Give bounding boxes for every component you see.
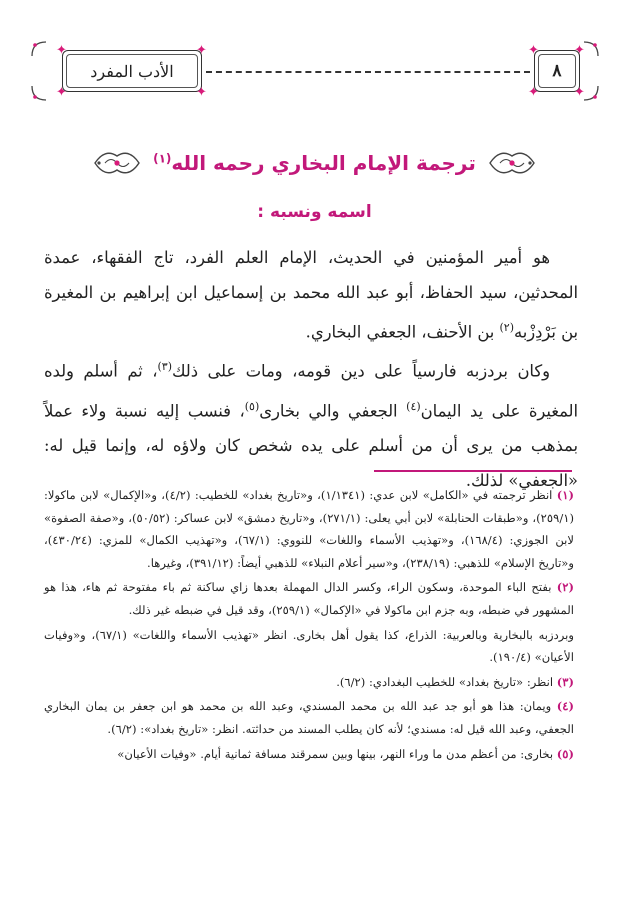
footnote-ref[interactable]: (٢) [499, 321, 514, 334]
paragraph-text: ، فنسب إليه نسبة ولاء عملاً بمذهب من يرى أن من أسلم على يده شخص كان ولاؤه له، وإنما قيل له: «الجعفي» لذلك. [44, 401, 578, 491]
body-text [44, 240, 578, 498]
star-ornament-icon: ✦ [528, 43, 539, 58]
title-ornament-icon [91, 146, 143, 180]
flourish-icon [30, 40, 48, 58]
header-dashed-line [206, 71, 530, 73]
page-number: ٨ [552, 61, 562, 81]
footnote-ref[interactable]: (٤) [406, 399, 421, 413]
footnote [44, 576, 574, 621]
star-ornament-icon: ✦ [574, 85, 585, 100]
book-title: الأدب المفرد [90, 61, 174, 81]
flourish-icon [30, 84, 48, 102]
star-ornament-icon: ✦ [574, 43, 585, 58]
footnote-text: انظر ترجمته في «الكامل» لابن عدي: (١/١٣٤١)، و«تاريخ بغداد» للخطيب: (٤/٢)، و«الإكمال» لابن ماكولا: (٢٥٩/١)، و«طبقات الحنابلة» لابن أبي يعلى: (٢٧١/١)، و«تاريخ دمشق» لابن عساكر: (٥٠/٥٢)، و«صفة الصفوة» لابن الجوزي: (١٦٨/٤)، و«تهذيب الأسماء واللغات» للنووي: (٦٧/١)، و«تهذيب الكمال» للمزي: (٤٣٠/٢٤)، و«تاريخ الإسلام» للذهبي: (٢٣٨/١٩)، و«سير أعلام النبلاء» للذهبي أيضاً: (٣٩١/١٢)، وغيرها. [44, 488, 575, 570]
paragraph-text: ، ثم أسلم ولده المغيرة على يد اليمان [44, 361, 578, 421]
chapter-title-row [0, 138, 629, 188]
footnote-text: ويمان: هذا هو أبو جد عبد الله بن محمد المسندي، وعبد الله بن محمد هو ابن جعفر بن يمان البخاري الجعفي، وعبد الله قيل له: مسندي؛ لأنه كان يطلب المسند من حداثته. انظر: «تاريخ بغداد»: (٦/٢). [44, 699, 574, 736]
footnote-text: انظر: «تاريخ بغداد» للخطيب البغدادي: (٦/٢). [336, 674, 557, 689]
section-heading: اسمه ونسبه : [257, 202, 372, 222]
star-ornament-icon: ✦ [196, 85, 207, 100]
page-header [30, 40, 600, 102]
star-ornament-icon: ✦ [196, 43, 207, 58]
footnote [44, 743, 574, 766]
footnote-text: بفتح الباء الموحدة، وسكون الراء، وكسر الدال المهملة بعدها زاي ساكنة ثم باء مفتوحة ثم هاء، هذا هو المشهور في ضبطه، وبه جزم ابن ماكولا في «الإكمال» (٢٥٩/١)، وقد قيل في ضبطه غير ذلك. [44, 580, 574, 617]
footnote-number: (٣) [556, 674, 574, 689]
paragraph-text: بن الأحنف، الجعفي البخاري. [305, 322, 500, 342]
star-ornament-icon: ✦ [56, 85, 67, 100]
footnote-ref[interactable]: (٣) [157, 360, 173, 374]
footnote-ref[interactable]: (١) [153, 151, 172, 166]
title-ornament-icon [486, 146, 538, 180]
chapter-title-text: ترجمة الإمام البخاري رحمه الله [171, 151, 476, 175]
paragraph-text: وكان بردزبه فارسياً على دين قومه، ومات على ذلك [172, 361, 550, 381]
flourish-icon [582, 84, 600, 102]
footnote-text: بخارى: من أعظم مدن ما وراء النهر، بينها وبين سمرقند مسافة ثمانية أيام. «وفيات الأعيان» [117, 746, 557, 761]
footnote [44, 484, 574, 574]
paragraph [44, 240, 578, 349]
footnote-number: (٤) [556, 699, 574, 714]
flourish-icon [582, 40, 600, 58]
footnote-number: (٢) [556, 580, 574, 595]
footnote-number: (٥) [556, 746, 574, 761]
footnote-separator [374, 470, 572, 472]
footnote-number: (١) [556, 488, 574, 502]
footnote [44, 671, 574, 694]
paragraph [44, 349, 578, 498]
footnotes [44, 484, 574, 767]
star-ornament-icon: ✦ [56, 43, 67, 58]
chapter-title [153, 151, 476, 175]
book-title-frame [62, 50, 202, 92]
footnote [44, 695, 574, 740]
footnote-ref[interactable]: (٥) [244, 399, 260, 413]
footnote [44, 624, 574, 669]
star-ornament-icon: ✦ [528, 85, 539, 100]
paragraph-text: الجعفي والي بخارى [259, 401, 407, 421]
paragraph-text: هو أمير المؤمنين في الحديث، الإمام العلم الفرد، تاج الفقهاء، عمدة المحدثين، سيد الحفاظ، أبو عبد الله محمد بن إسماعيل ابن إبراهيم بن المغيرة بن بَرْدِزْبه [44, 248, 578, 342]
footnote-text: وبردزبه بالبخارية وبالعربية: الذراع، كذا يقول أهل بخارى. انظر «تهذيب الأسماء واللغات» (٦٧/١)، و«وفيات الأعيان» (١٩٠/٤). [44, 627, 575, 665]
